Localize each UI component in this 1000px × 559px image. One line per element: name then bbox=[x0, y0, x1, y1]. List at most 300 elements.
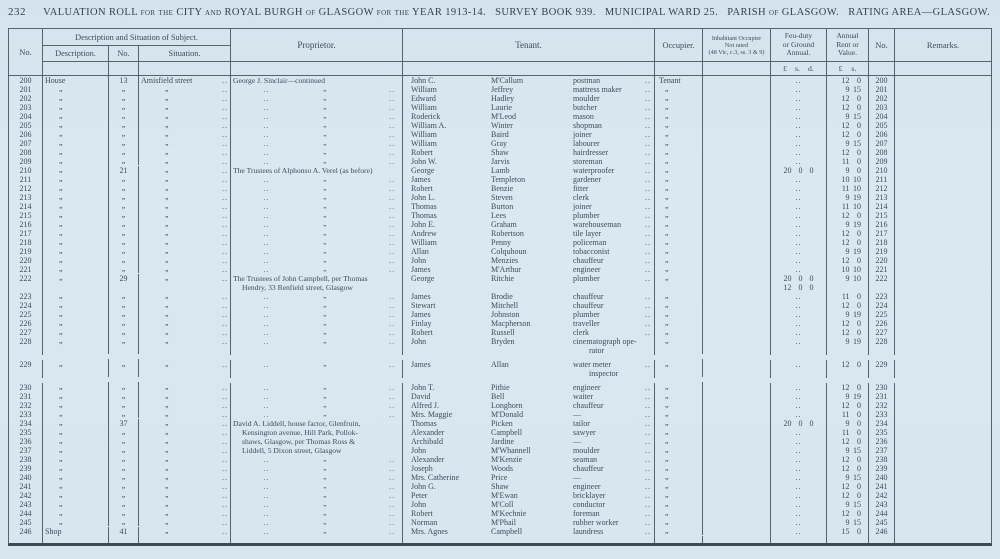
tenant-surname: Bryden bbox=[491, 337, 515, 346]
tenant-forename: John W. bbox=[411, 157, 437, 166]
col-situation: „ .. bbox=[139, 139, 231, 148]
col-occupier: „ bbox=[655, 192, 703, 201]
table-row bbox=[9, 148, 991, 157]
col-no: 228 bbox=[9, 337, 43, 355]
col-description: Shop bbox=[43, 527, 109, 536]
col-inhabitant-occupier bbox=[703, 85, 771, 94]
tenant-occupation: foreman .. bbox=[573, 509, 651, 518]
col-proprietor: .. „ .. bbox=[231, 130, 403, 139]
tenant-surname: Lamb bbox=[491, 166, 510, 175]
tenant-surname: Baird bbox=[491, 130, 509, 139]
col-occupier: „ bbox=[655, 255, 703, 264]
col-inhabitant-occupier bbox=[703, 202, 771, 211]
col-occupier: Tenant bbox=[655, 76, 703, 85]
tenant-forename: Thomas bbox=[411, 419, 437, 428]
col-annual-rent: 12 0 bbox=[827, 130, 869, 139]
tenant-forename: William bbox=[411, 103, 437, 112]
col-situation-no: „ bbox=[109, 291, 139, 300]
tenant-forename: David bbox=[411, 392, 431, 401]
col-remarks bbox=[895, 256, 991, 265]
tenant-forename: Robert bbox=[411, 184, 433, 193]
col-situation: „ .. bbox=[139, 202, 231, 211]
col-situation-no: „ bbox=[109, 192, 139, 201]
col-feu-duty: .. bbox=[771, 265, 827, 274]
tenant-forename: George bbox=[411, 166, 435, 175]
tenant-surname: Graham bbox=[491, 220, 517, 229]
col-remarks bbox=[895, 518, 991, 527]
col-proprietor: .. „ .. bbox=[231, 175, 403, 184]
col-row-no: 226 bbox=[869, 319, 895, 328]
tenant-occupation: conductor .. bbox=[573, 500, 651, 509]
tenant-surname: M'Kenzie bbox=[491, 455, 523, 464]
col-feu-duty: .. bbox=[771, 94, 827, 103]
tenant-occupation: — .. bbox=[573, 410, 651, 419]
col-situation: „ .. bbox=[139, 220, 231, 229]
col-proprietor: .. „ .. bbox=[231, 238, 403, 247]
col-remarks bbox=[895, 301, 991, 310]
tenant-occupation: shopman .. bbox=[573, 121, 651, 130]
col-no: 205 bbox=[9, 121, 43, 130]
col-inhabitant-occupier bbox=[703, 437, 771, 446]
col-annual-rent: 12 0 bbox=[827, 401, 869, 410]
col-situation: „ .. bbox=[139, 148, 231, 157]
header-remarks: Remarks. bbox=[895, 29, 991, 62]
tenant-occupation: engineer .. bbox=[573, 383, 651, 392]
col-inhabitant-occupier bbox=[703, 428, 771, 437]
col-proprietor: .. „ .. bbox=[231, 193, 403, 202]
col-no: 235 bbox=[9, 428, 43, 437]
col-row-no: 233 bbox=[869, 410, 895, 419]
col-remarks bbox=[895, 148, 991, 157]
tenant-forename: James bbox=[411, 292, 431, 301]
header-no: No. bbox=[9, 29, 43, 75]
table-row bbox=[9, 319, 991, 328]
col-no: 208 bbox=[9, 148, 43, 157]
col-row-no: 227 bbox=[869, 328, 895, 337]
tenant-occupation: tile layer .. bbox=[573, 229, 651, 238]
col-situation: „ .. bbox=[139, 301, 231, 310]
col-description: „ bbox=[43, 490, 109, 499]
table-row bbox=[9, 247, 991, 256]
col-row-no: 239 bbox=[869, 464, 895, 473]
tenant-forename: John bbox=[411, 446, 427, 455]
col-row-no: 224 bbox=[869, 301, 895, 310]
col-description: „ bbox=[43, 201, 109, 210]
feu-units-label: £ s. d. bbox=[771, 62, 827, 75]
col-situation: „ .. bbox=[139, 319, 231, 328]
col-description: „ bbox=[43, 436, 109, 445]
table-row bbox=[9, 112, 991, 121]
col-proprietor: .. „ .. bbox=[231, 455, 403, 464]
tenant-occupation: cinematograph ope- bbox=[573, 337, 637, 346]
col-tenant bbox=[403, 509, 655, 518]
col-description: „ bbox=[43, 427, 109, 436]
col-description: „ bbox=[43, 237, 109, 246]
col-no: 204 bbox=[9, 112, 43, 121]
header-occupier: Occupier. bbox=[655, 29, 703, 62]
col-feu-duty: .. bbox=[771, 491, 827, 500]
col-situation-no: „ bbox=[109, 129, 139, 138]
col-no: 231 bbox=[9, 392, 43, 401]
col-inhabitant-occupier bbox=[703, 256, 771, 265]
header-inhabitant-occupier: Inhabitant Occupier Not rated (48 Vic, c.3, ss. 3 & 9) bbox=[703, 29, 771, 62]
tenant-occupation: labourer .. bbox=[573, 139, 651, 148]
col-feu-duty: .. bbox=[771, 238, 827, 247]
col-occupier: „ bbox=[655, 174, 703, 183]
col-feu-duty: .. bbox=[771, 139, 827, 148]
col-remarks bbox=[895, 410, 991, 419]
col-annual-rent: 11 0 bbox=[827, 410, 869, 419]
col-tenant bbox=[403, 121, 655, 130]
col-proprietor: .. „ .. bbox=[231, 139, 403, 148]
col-inhabitant-occupier bbox=[703, 518, 771, 527]
table-row bbox=[9, 274, 991, 292]
col-no: 238 bbox=[9, 455, 43, 464]
col-proprietor: .. „ .. bbox=[231, 94, 403, 103]
col-no: 240 bbox=[9, 473, 43, 482]
col-description: „ bbox=[43, 445, 109, 454]
col-row-no: 216 bbox=[869, 220, 895, 229]
col-row-no: 223 bbox=[869, 292, 895, 301]
col-inhabitant-occupier bbox=[703, 401, 771, 410]
col-occupier: „ bbox=[655, 454, 703, 463]
col-inhabitant-occupier bbox=[703, 509, 771, 518]
col-remarks bbox=[895, 328, 991, 337]
col-tenant bbox=[403, 319, 655, 328]
col-row-no: 217 bbox=[869, 229, 895, 238]
tenant-surname: M'Arthur bbox=[491, 265, 521, 274]
col-feu-duty: .. bbox=[771, 247, 827, 256]
col-row-no: 238 bbox=[869, 455, 895, 464]
col-inhabitant-occupier bbox=[703, 292, 771, 301]
col-no: 210 bbox=[9, 166, 43, 175]
col-description: „ bbox=[43, 481, 109, 490]
col-row-no: 235 bbox=[869, 428, 895, 437]
col-situation: „ .. bbox=[139, 94, 231, 103]
col-inhabitant-occupier bbox=[703, 247, 771, 256]
col-description: „ bbox=[43, 409, 109, 418]
col-description: „ bbox=[43, 102, 109, 111]
col-feu-duty: .. bbox=[771, 301, 827, 310]
col-feu-duty: .. bbox=[771, 360, 827, 378]
col-no: 219 bbox=[9, 247, 43, 256]
tenant-forename: John T. bbox=[411, 383, 435, 392]
col-inhabitant-occupier bbox=[703, 473, 771, 482]
col-proprietor: Kensington avenue, Hill Park, Pollok- bbox=[231, 428, 403, 437]
col-annual-rent: 9 0 bbox=[827, 166, 869, 175]
col-annual-rent: 12 0 bbox=[827, 319, 869, 328]
table-row bbox=[9, 121, 991, 130]
col-remarks bbox=[895, 76, 991, 85]
table-row bbox=[9, 211, 991, 220]
tenant-occupation: clerk .. bbox=[573, 328, 651, 337]
col-situation-no: „ bbox=[109, 93, 139, 102]
table-row bbox=[9, 419, 991, 428]
col-feu-duty: 20 0 0 12 0 0 bbox=[771, 274, 827, 292]
header-feu-duty: Feu-duty or Ground Annual. bbox=[771, 29, 827, 62]
col-annual-rent: 12 0 bbox=[827, 121, 869, 130]
col-no: 207 bbox=[9, 139, 43, 148]
col-tenant bbox=[403, 139, 655, 148]
col-remarks bbox=[895, 482, 991, 491]
col-no: 211 bbox=[9, 175, 43, 184]
col-occupier: „ bbox=[655, 237, 703, 246]
col-row-no: 243 bbox=[869, 500, 895, 509]
table-row bbox=[9, 428, 991, 437]
col-no: 233 bbox=[9, 410, 43, 419]
col-description: „ bbox=[43, 391, 109, 400]
table-row bbox=[9, 256, 991, 265]
col-remarks bbox=[895, 202, 991, 211]
tenant-occupation: gardener .. bbox=[573, 175, 651, 184]
table-row bbox=[9, 157, 991, 166]
tenant-forename: Robert bbox=[411, 509, 433, 518]
col-situation-no: „ bbox=[109, 183, 139, 192]
col-annual-rent: 11 10 bbox=[827, 202, 869, 211]
col-proprietor: .. „ .. bbox=[231, 473, 403, 482]
tenant-forename: William bbox=[411, 238, 437, 247]
col-description: „ bbox=[43, 273, 109, 291]
col-description: „ bbox=[43, 382, 109, 391]
tenant-forename: Edward bbox=[411, 94, 436, 103]
tenant-forename: George bbox=[411, 274, 435, 283]
col-description: „ bbox=[43, 192, 109, 201]
table-row bbox=[9, 130, 991, 139]
table-row bbox=[9, 202, 991, 211]
tenant-forename: John L. bbox=[411, 193, 435, 202]
col-proprietor: .. „ .. bbox=[231, 319, 403, 328]
col-annual-rent: 9 19 bbox=[827, 310, 869, 319]
col-situation-no: „ bbox=[109, 111, 139, 120]
table-row bbox=[9, 473, 991, 482]
col-description: „ bbox=[43, 156, 109, 165]
col-tenant bbox=[403, 292, 655, 301]
tenant-surname: Campbell bbox=[491, 527, 523, 536]
col-situation-no: „ bbox=[109, 174, 139, 183]
table-body bbox=[9, 76, 991, 543]
col-description: „ bbox=[43, 174, 109, 183]
col-row-no: 205 bbox=[869, 121, 895, 130]
tenant-forename: Mrs. Catherine bbox=[411, 473, 459, 482]
col-situation-no: „ bbox=[109, 409, 139, 418]
col-row-no: 222 bbox=[869, 274, 895, 292]
col-description: „ bbox=[43, 210, 109, 219]
col-occupier: „ bbox=[655, 300, 703, 309]
table-row bbox=[9, 139, 991, 148]
col-row-no: 219 bbox=[869, 247, 895, 256]
col-description: „ bbox=[43, 111, 109, 120]
table-row bbox=[9, 103, 991, 112]
col-proprietor: .. „ .. bbox=[231, 328, 403, 337]
col-row-no: 245 bbox=[869, 518, 895, 527]
col-occupier: „ bbox=[655, 490, 703, 499]
col-proprietor: .. „ .. bbox=[231, 184, 403, 193]
col-occupier: „ bbox=[655, 156, 703, 165]
col-remarks bbox=[895, 419, 991, 428]
tenant-surname: Jeffrey bbox=[491, 85, 514, 94]
col-row-no: 240 bbox=[869, 473, 895, 482]
tenant-occupation: bricklayer .. bbox=[573, 491, 651, 500]
col-inhabitant-occupier bbox=[703, 211, 771, 220]
col-situation: „ .. bbox=[139, 112, 231, 121]
rating-area-label: RATING AREA—GLASGOW. bbox=[848, 7, 990, 18]
col-remarks bbox=[895, 319, 991, 328]
col-inhabitant-occupier bbox=[703, 148, 771, 157]
col-proprietor: .. „ .. bbox=[231, 301, 403, 310]
col-proprietor: .. „ .. bbox=[231, 85, 403, 94]
col-proprietor: .. „ .. bbox=[231, 337, 403, 355]
tenant-forename: Andrew bbox=[411, 229, 437, 238]
col-remarks bbox=[895, 464, 991, 473]
col-situation-no: „ bbox=[109, 237, 139, 246]
col-occupier: „ bbox=[655, 472, 703, 481]
col-proprietor: .. „ .. bbox=[231, 509, 403, 518]
table-row bbox=[9, 229, 991, 238]
col-situation-no: 29 bbox=[109, 274, 139, 292]
col-remarks bbox=[895, 211, 991, 220]
col-tenant bbox=[403, 220, 655, 229]
col-situation-no: „ bbox=[109, 147, 139, 156]
tenant-surname: M'Whannell bbox=[491, 446, 531, 455]
tenant-surname: Shaw bbox=[491, 482, 509, 491]
tenant-forename: Mrs. Agnes bbox=[411, 527, 448, 536]
tenant-occupation: tobacconist .. bbox=[573, 247, 651, 256]
tenant-occupation: joiner .. bbox=[573, 130, 651, 139]
col-feu-duty: .. bbox=[771, 121, 827, 130]
tenant-surname: Campbell bbox=[491, 428, 523, 437]
tenant-occupation: chauffeur .. bbox=[573, 464, 651, 473]
tenant-forename: Roderick bbox=[411, 112, 441, 121]
col-occupier: „ bbox=[655, 309, 703, 318]
tenant-occupation: moulder .. bbox=[573, 446, 651, 455]
col-occupier: „ bbox=[655, 463, 703, 472]
col-feu-duty: 20 0 0 bbox=[771, 419, 827, 428]
col-situation-no: „ bbox=[109, 309, 139, 318]
table-row bbox=[9, 175, 991, 184]
col-row-no: 208 bbox=[869, 148, 895, 157]
col-annual-rent: 12 0 bbox=[827, 148, 869, 157]
col-annual-rent: 11 0 bbox=[827, 428, 869, 437]
col-inhabitant-occupier bbox=[703, 500, 771, 509]
table-row bbox=[9, 220, 991, 229]
col-remarks bbox=[895, 437, 991, 446]
col-situation: „ .. bbox=[139, 211, 231, 220]
table-row bbox=[9, 193, 991, 202]
col-proprietor: George J. Sinclair—continued bbox=[231, 76, 403, 85]
col-description: „ bbox=[43, 147, 109, 156]
tenant-forename: Alfred J. bbox=[411, 401, 439, 410]
col-situation-no: „ bbox=[109, 400, 139, 409]
col-proprietor: .. „ .. bbox=[231, 157, 403, 166]
col-proprietor: .. „ .. bbox=[231, 383, 403, 392]
col-row-no: 232 bbox=[869, 401, 895, 410]
col-annual-rent: 12 0 bbox=[827, 238, 869, 247]
col-situation: „ .. bbox=[139, 401, 231, 410]
table-row bbox=[9, 392, 991, 401]
table-row bbox=[9, 184, 991, 193]
col-situation: „ .. bbox=[139, 166, 231, 175]
tenant-surname: Price bbox=[491, 473, 508, 482]
col-no: 206 bbox=[9, 130, 43, 139]
tenant-surname: M'Coll bbox=[491, 500, 514, 509]
col-no: 222 bbox=[9, 274, 43, 292]
tenant-occupation: hairdresser .. bbox=[573, 148, 651, 157]
col-feu-duty: .. bbox=[771, 473, 827, 482]
col-annual-rent: 9 19 bbox=[827, 392, 869, 401]
tenant-forename: Norman bbox=[411, 518, 438, 527]
col-row-no: 215 bbox=[869, 211, 895, 220]
tenant-surname: M'Phail bbox=[491, 518, 516, 527]
col-annual-rent: 12 0 bbox=[827, 464, 869, 473]
col-annual-rent: 9 15 bbox=[827, 473, 869, 482]
col-annual-rent: 11 0 bbox=[827, 157, 869, 166]
col-remarks bbox=[895, 238, 991, 247]
col-proprietor: .. „ .. bbox=[231, 220, 403, 229]
tenant-forename: James bbox=[411, 360, 431, 369]
table-row bbox=[9, 410, 991, 419]
tenant-surname: Penny bbox=[491, 238, 511, 247]
col-feu-duty: .. bbox=[771, 292, 827, 301]
col-situation: „ .. bbox=[139, 428, 231, 437]
tenant-occupation: fitter .. bbox=[573, 184, 651, 193]
tenant-surname: Lees bbox=[491, 211, 507, 220]
col-no: 202 bbox=[9, 94, 43, 103]
col-situation: „ .. bbox=[139, 310, 231, 319]
col-row-no: 244 bbox=[869, 509, 895, 518]
col-feu-duty: .. bbox=[771, 464, 827, 473]
tenant-surname: Macpherson bbox=[491, 319, 531, 328]
tenant-forename: John E. bbox=[411, 220, 435, 229]
col-feu-duty: .. bbox=[771, 256, 827, 265]
col-situation: „ .. bbox=[139, 265, 231, 274]
col-tenant bbox=[403, 455, 655, 464]
tenant-surname: Bell bbox=[491, 392, 505, 401]
col-tenant bbox=[403, 419, 655, 428]
col-tenant bbox=[403, 247, 655, 256]
col-tenant bbox=[403, 392, 655, 401]
col-occupier: „ bbox=[655, 359, 703, 377]
col-inhabitant-occupier bbox=[703, 392, 771, 401]
col-occupier: „ bbox=[655, 84, 703, 93]
col-description: „ bbox=[43, 93, 109, 102]
col-no: 243 bbox=[9, 500, 43, 509]
col-no: 229 bbox=[9, 360, 43, 378]
col-proprietor: The Trustees of Alphonso A. Verel (as before) bbox=[231, 166, 403, 175]
col-tenant bbox=[403, 148, 655, 157]
col-no: 221 bbox=[9, 265, 43, 274]
col-no: 203 bbox=[9, 103, 43, 112]
col-occupier: „ bbox=[655, 120, 703, 129]
col-row-no: 202 bbox=[869, 94, 895, 103]
col-row-no: 210 bbox=[869, 166, 895, 175]
col-situation-no: „ bbox=[109, 517, 139, 526]
col-remarks bbox=[895, 360, 991, 378]
col-situation: „ .. bbox=[139, 337, 231, 355]
col-feu-duty: .. bbox=[771, 220, 827, 229]
tenant-forename: John G. bbox=[411, 482, 436, 491]
table-row bbox=[9, 464, 991, 473]
col-proprietor: .. „ .. bbox=[231, 410, 403, 419]
tenant-forename: Archibald bbox=[411, 437, 443, 446]
col-situation-no: „ bbox=[109, 246, 139, 255]
col-row-no: 211 bbox=[869, 175, 895, 184]
tenant-forename: John bbox=[411, 256, 427, 265]
col-situation: „ .. bbox=[139, 292, 231, 301]
col-proprietor: .. „ .. bbox=[231, 202, 403, 211]
tenant-occupation: plumber .. bbox=[573, 310, 651, 319]
tenant-forename: John bbox=[411, 337, 427, 346]
col-no: 218 bbox=[9, 238, 43, 247]
